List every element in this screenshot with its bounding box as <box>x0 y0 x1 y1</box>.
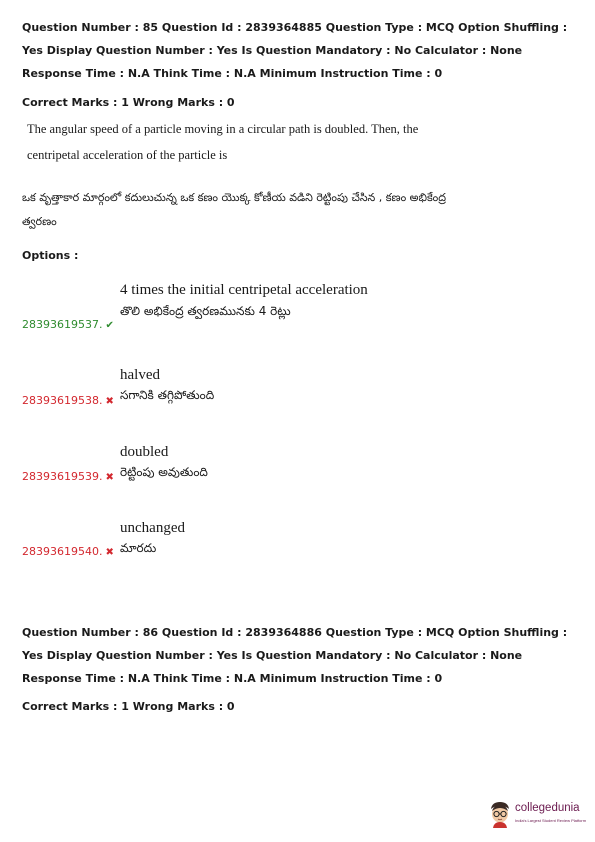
option-2[interactable] <box>22 367 442 417</box>
logo-tagline: India's Largest Student Review Platform <box>515 818 587 823</box>
option-4[interactable] <box>22 520 442 570</box>
option-4-id: 28393619540. ✖ <box>22 545 114 558</box>
option-1-text-telugu: తొలి అభికేంద్ర త్వరణమునకు 4 రెట్లు <box>120 304 291 318</box>
option-3-text-english: doubled <box>120 444 169 460</box>
question-85-text-english: The angular speed of a particle moving in a circular path is doubled. Then, the centripetal acceleration of the particle is <box>27 122 419 162</box>
logo-name: collegedunia <box>515 802 580 814</box>
question-85-text-telugu: ఒక వృత్తాకార మార్గంలో కదులుచున్న ఒక కణం యొక్క కోణీయ వడిని రెట్టింపు చేసిన , కణం అభికేంద్ర త్వరణం <box>22 191 447 228</box>
option-1-id: 28393619537. ✔ <box>22 318 114 331</box>
cross-icon: ✖ <box>105 547 114 558</box>
question-85-header: Question Number : 85 Question Id : 2839364885 Question Type : MCQ Option Shuffling : Yes Display Question Number : Yes Is Question Mandatory : No Calculator : None Response Time : N.A Think Time : N.A Minimum Instruction Time : 0 <box>22 21 568 80</box>
options-label: Options : <box>22 249 79 262</box>
option-3-text-telugu: రెట్టింపు అవుతుంది <box>120 465 208 479</box>
student-avatar-icon <box>488 800 512 828</box>
question-85-marks: Correct Marks : 1 Wrong Marks : 0 <box>22 96 235 109</box>
question-86-header: Question Number : 86 Question Id : 2839364886 Question Type : MCQ Option Shuffling : Yes Display Question Number : Yes Is Question Mandatory : No Calculator : None Response Time : N.A Think Time : N.A Minimum Instruction Time : 0 <box>22 626 568 685</box>
option-4-text-english: unchanged <box>120 520 185 536</box>
option-1-text-english: 4 times the initial centripetal acceleration <box>120 282 368 298</box>
question-86-marks: Correct Marks : 1 Wrong Marks : 0 <box>22 700 235 713</box>
check-icon: ✔ <box>105 320 114 331</box>
option-2-id: 28393619538. ✖ <box>22 394 114 407</box>
option-4-text-telugu: మారదు <box>120 541 157 555</box>
option-3-id: 28393619539. ✖ <box>22 470 114 483</box>
option-2-text-telugu: సగానికి తగ్గిపోతుంది <box>120 388 215 402</box>
option-1[interactable] <box>22 282 442 332</box>
cross-icon: ✖ <box>105 396 114 407</box>
option-2-text-english: halved <box>120 367 160 383</box>
collegedunia-logo <box>488 800 590 832</box>
cross-icon: ✖ <box>105 472 114 483</box>
option-3[interactable] <box>22 444 442 494</box>
